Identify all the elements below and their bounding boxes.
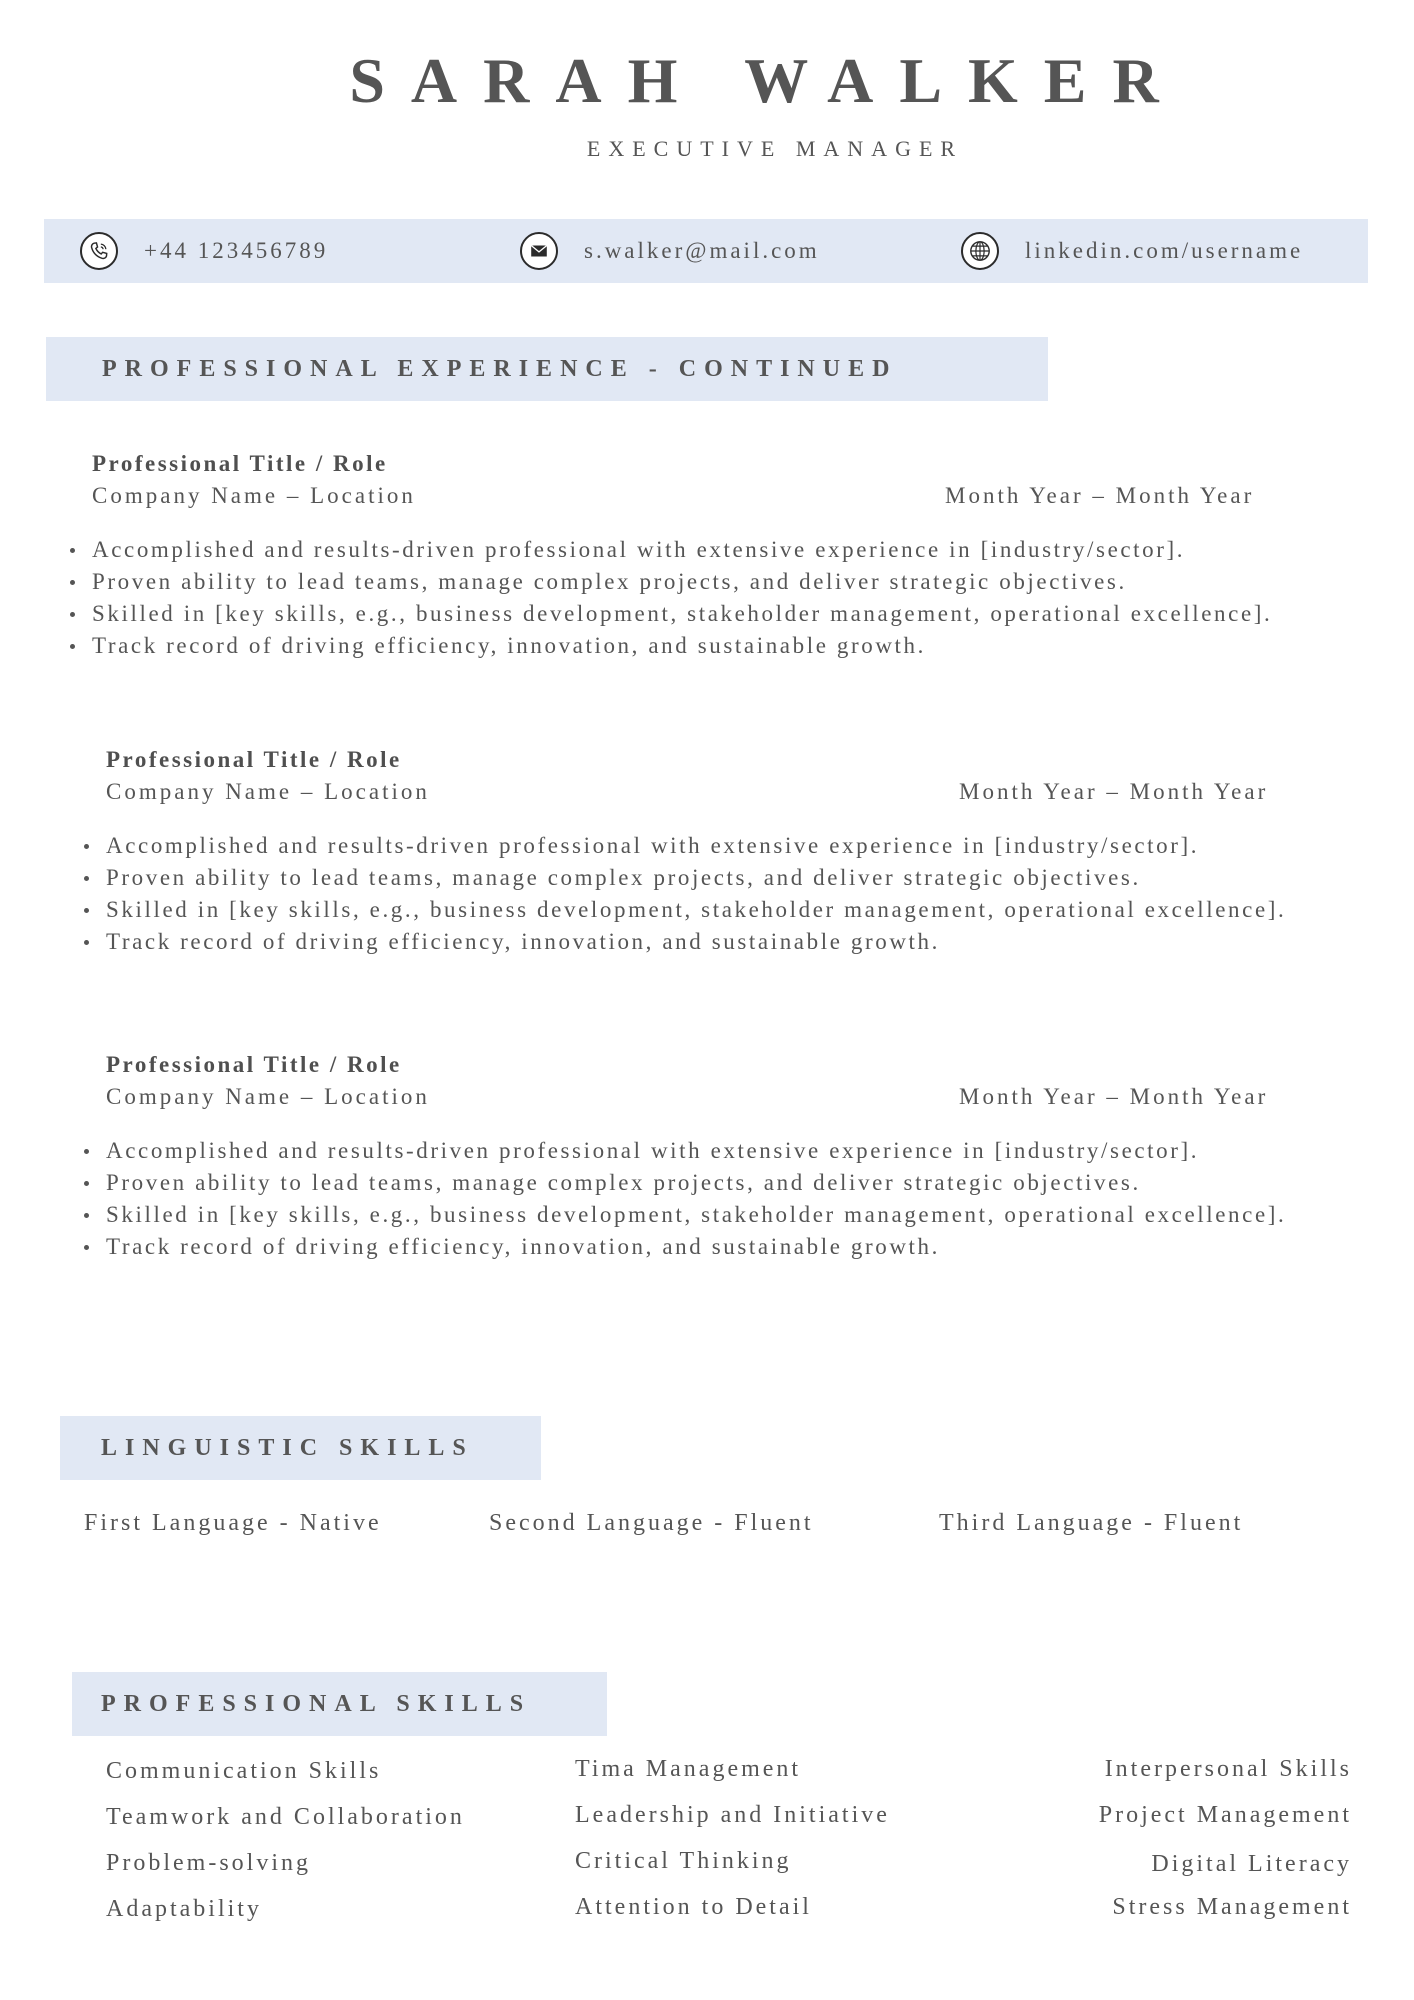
job-bullets (106, 1135, 1376, 1263)
language-item: Second Language - Fluent (489, 1510, 814, 1536)
job-entry (106, 1049, 1316, 1263)
list-item: Proven ability to lead teams, manage complex projects, and deliver strategic objectives. (106, 862, 1376, 894)
job-bullets (92, 534, 1362, 662)
list-item: Proven ability to lead teams, manage complex projects, and deliver strategic objectives. (106, 1167, 1376, 1199)
contact-phone (80, 219, 328, 283)
contact-bar (44, 219, 1368, 283)
candidate-name: SARAH WALKER (349, 45, 1185, 116)
list-item: Accomplished and results-driven professional with extensive experience in [industry/sector]. (106, 1135, 1376, 1167)
language-item: Third Language - Fluent (939, 1510, 1244, 1536)
skill-item: Communication Skills (106, 1758, 382, 1784)
skill-item: Leadership and Initiative (575, 1802, 890, 1828)
list-item: Proven ability to lead teams, manage complex projects, and deliver strategic objectives. (92, 566, 1362, 598)
list-item: Skilled in [key skills, e.g., business development, stakeholder management, operational excellence]. (106, 894, 1336, 926)
list-item: Accomplished and results-driven professional with extensive experience in [industry/sector]. (106, 830, 1376, 862)
envelope-icon (520, 232, 558, 270)
skills-section-header (72, 1672, 607, 1736)
job-role: Professional Title / Role (106, 747, 402, 772)
skill-item: Problem-solving (106, 1850, 311, 1876)
job-dates: Month Year – Month Year (959, 779, 1269, 804)
linguistic-heading: LINGUISTIC SKILLS (101, 1434, 474, 1461)
list-item: Track record of driving efficiency, innovation, and sustainable growth. (106, 1231, 1376, 1263)
job-entry (106, 744, 1316, 958)
contact-linkedin (961, 219, 1303, 283)
contact-email (520, 219, 820, 283)
job-title-subtitle: EXECUTIVE MANAGER (586, 136, 964, 161)
list-item: Track record of driving efficiency, innovation, and sustainable growth. (106, 926, 1376, 958)
skill-item: Digital Literacy (1151, 1851, 1352, 1877)
linkedin-text[interactable]: linkedin.com/username (1025, 238, 1304, 263)
job-role: Professional Title / Role (106, 1052, 402, 1077)
globe-icon (961, 232, 999, 270)
language-item: First Language - Native (84, 1510, 382, 1536)
job-role: Professional Title / Role (92, 451, 388, 476)
job-entry (92, 448, 1302, 662)
email-text[interactable]: s.walker@mail.com (584, 238, 820, 263)
list-item: Skilled in [key skills, e.g., business development, stakeholder management, operational excellence]. (106, 1199, 1336, 1231)
skills-heading: PROFESSIONAL SKILLS (101, 1690, 532, 1717)
list-item: Accomplished and results-driven professional with extensive experience in [industry/sector]. (92, 534, 1362, 566)
skill-item: Stress Management (1112, 1894, 1352, 1920)
job-company: Company Name – Location (106, 1084, 430, 1109)
experience-heading: PROFESSIONAL EXPERIENCE - CONTINUED (102, 355, 898, 382)
skill-item: Attention to Detail (575, 1894, 812, 1920)
skill-item: Teamwork and Collaboration (106, 1804, 465, 1830)
job-bullets (106, 830, 1376, 958)
job-company: Company Name – Location (106, 779, 430, 804)
phone-text[interactable]: +44 123456789 (144, 238, 329, 263)
list-item: Track record of driving efficiency, innovation, and sustainable growth. (92, 630, 1362, 662)
job-dates: Month Year – Month Year (945, 483, 1255, 508)
list-item: Skilled in [key skills, e.g., business development, stakeholder management, operational excellence]. (92, 598, 1322, 630)
linguistic-section-header (60, 1416, 541, 1480)
job-dates: Month Year – Month Year (959, 1084, 1269, 1109)
skill-item: Tima Management (575, 1756, 802, 1782)
skill-item: Interpersonal Skills (1104, 1756, 1352, 1782)
skill-item: Adaptability (106, 1896, 262, 1922)
phone-icon (80, 232, 118, 270)
experience-section-header (46, 337, 1048, 401)
skill-item: Critical Thinking (575, 1848, 792, 1874)
job-company: Company Name – Location (92, 483, 416, 508)
skill-item: Project Management (1098, 1802, 1352, 1828)
